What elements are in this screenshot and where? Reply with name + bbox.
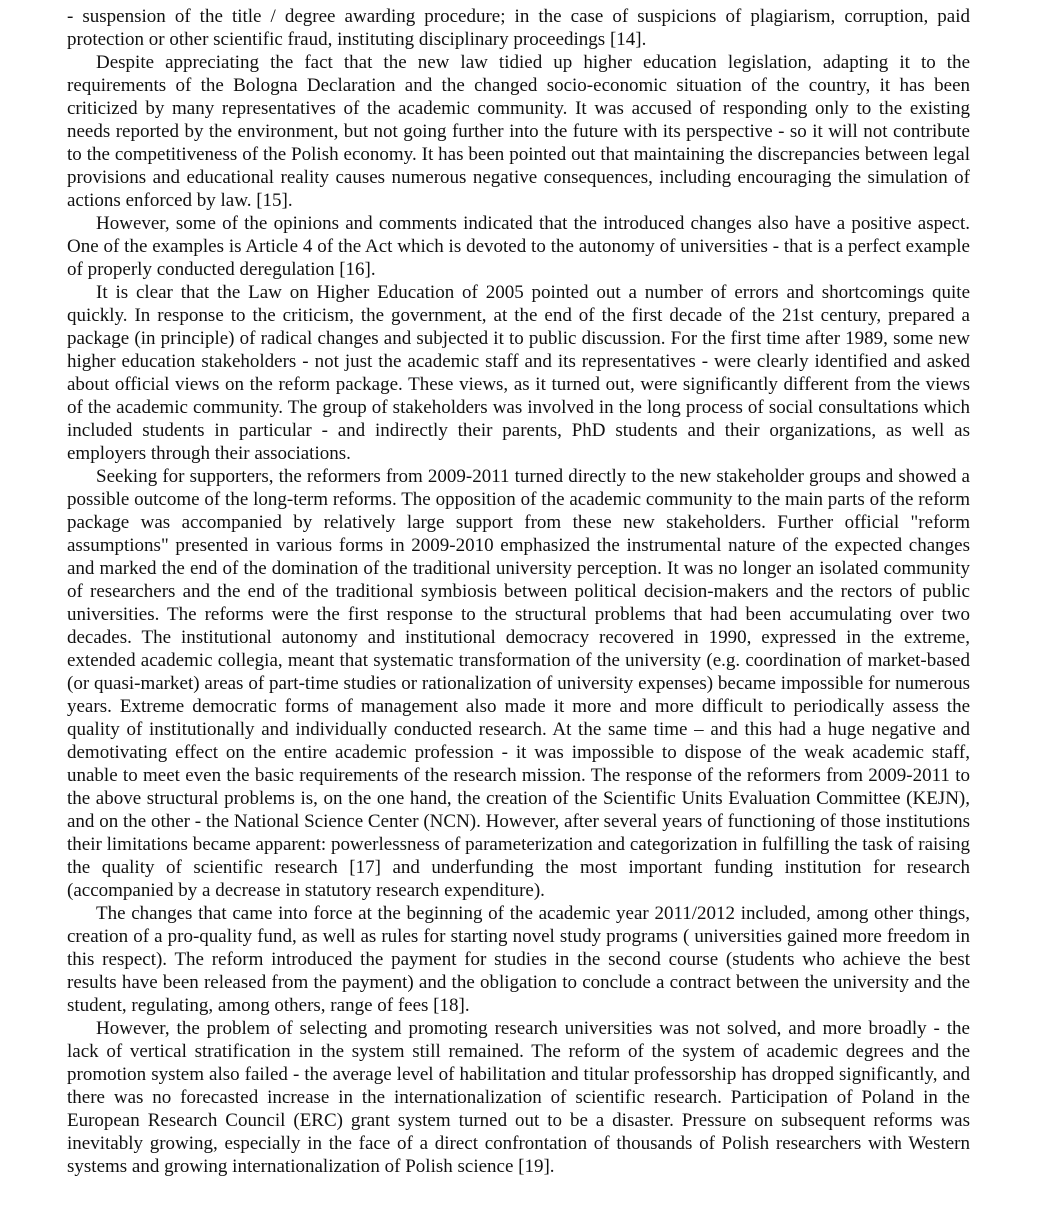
paragraph-list-continuation: - suspension of the title / degree awarding procedure; in the case of suspicions of plagiarism, corruption, paid protection or other scientific fraud, instituting disciplinary proceedings [14].: [67, 6, 970, 50]
paragraph-criticism: Despite appreciating the fact that the new law tidied up higher education legislation, adapting it to the requirements of the Bologna Declaration and the changed socio-economic situation of the country, it has been criticized by many representatives of the academic community. It was accused of responding only to the existing needs reported by the environment, but not going further into the future with its perspective - so it will not contribute to the competitiveness of the Polish economy. It has been pointed out that maintaining the discrepancies between legal provisions and educational reality causes numerous negative consequences, including encouraging the simulation of actions enforced by law. [15].: [67, 52, 970, 211]
paragraph-changes-2011-2012: The changes that came into force at the beginning of the academic year 2011/2012 included, among other things, creation of a pro-quality fund, as well as rules for starting novel study programs ( universities gained more freedom in this respect). The reform introduced the payment for studies in the second course (students who achieve the best results have been released from the payment) and the obligation to conclude a contract between the university and the student, regulating, among others, range of fees [18].: [67, 903, 970, 1016]
document-page: [67, 5, 970, 1178]
paragraph-positive-aspect: However, some of the opinions and comments indicated that the introduced changes also have a positive aspect. One of the examples is Article 4 of the Act which is devoted to the autonomy of universities - that is a perfect example of properly conducted deregulation [16].: [67, 213, 970, 280]
paragraph-reformers-2009-2011: Seeking for supporters, the reformers from 2009-2011 turned directly to the new stakeholder groups and showed a possible outcome of the long-term reforms. The opposition of the academic community to the main parts of the reform package was accompanied by relatively large support from these new stakeholders. Further official "reform assumptions" presented in various forms in 2009-2010 emphasized the instrumental nature of the expected changes and marked the end of the domination of the traditional university perception. It was no longer an isolated community of researchers and the end of the traditional symbiosis between political decision-makers and the rectors of public universities. The reforms were the first response to the structural problems that had been accumulating over two decades. The institutional autonomy and institutional democracy recovered in 1990, expressed in the extreme, extended academic collegia, meant that systematic transformation of the university (e.g. coordination of market-based (or quasi-market) areas of part-time studies or rationalization of university expenses) became impossible for numerous years. Extreme democratic forms of management also made it more and more difficult to periodically assess the quality of institutionally and individually conducted research. At the same time – and this had a huge negative and demotivating effect on the entire academic profession - it was impossible to dispose of the weak academic staff, unable to meet even the basic requirements of the research mission. The response of the reformers from 2009-2011 to the above structural problems is, on the one hand, the creation of the Scientific Units Evaluation Committee (KEJN), and on the other - the National Science Center (NCN). However, after several years of functioning of those institutions their limitations became apparent: powerlessness of parameterization and categorization in fulfilling the task of raising the quality of scientific research [17] and underfunding the most important funding institution for research (accompanied by a decrease in statutory research expenditure).: [67, 466, 970, 901]
paragraph-research-universities: However, the problem of selecting and promoting research universities was not solved, and more broadly - the lack of vertical stratification in the system still remained. The reform of the system of academic degrees and the promotion system also failed - the average level of habilitation and titular professorship has dropped significantly, and there was no forecasted increase in the internationalization of scientific research. Participation of Poland in the European Research Council (ERC) grant system turned out to be a disaster. Pressure on subsequent reforms was inevitably growing, especially in the face of a direct confrontation of thousands of Polish researchers with Western systems and growing internationalization of Polish science [19].: [67, 1018, 970, 1177]
paragraph-law-2005: It is clear that the Law on Higher Education of 2005 pointed out a number of errors and shortcomings quite quickly. In response to the criticism, the government, at the end of the first decade of the 21st century, prepared a package (in principle) of radical changes and subjected it to public discussion. For the first time after 1989, some new higher education stakeholders - not just the academic staff and its representatives - were clearly identified and asked about official views on the reform package. These views, as it turned out, were significantly different from the views of the academic community. The group of stakeholders was involved in the long process of social consultations which included students in particular - and indirectly their parents, PhD students and their organizations, as well as employers through their associations.: [67, 282, 970, 464]
